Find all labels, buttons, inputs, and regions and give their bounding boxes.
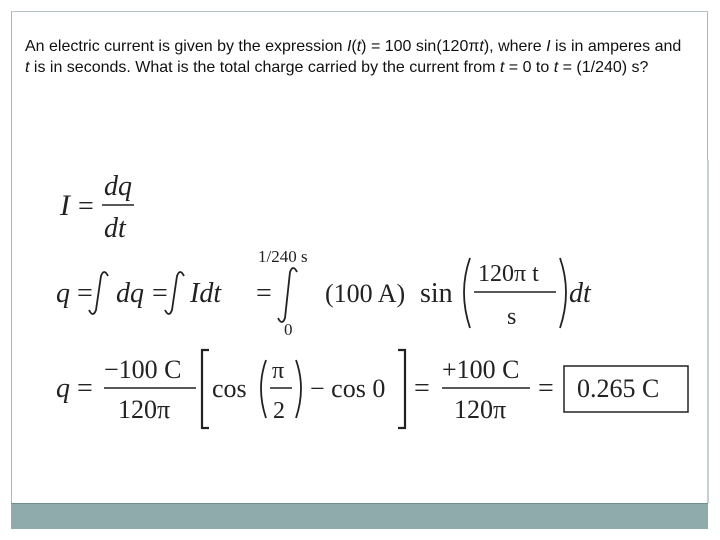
eq2-lhs: q	[56, 278, 70, 309]
problem-statement: An electric current is given by the expression I(t) = 100 sin(120πt), where I is in amperes and t is in seconds. What is the total charge carried by the current from t = 0 to t = (1/240) s?	[25, 38, 682, 76]
eq1-equals: =	[78, 191, 94, 222]
integral-upper-limit: 1/240 s	[258, 247, 308, 266]
eq2-equals-2: =	[152, 278, 168, 309]
cos-left-paren	[261, 360, 266, 418]
eq1-lhs: I	[60, 189, 70, 222]
right-bracket	[398, 350, 405, 428]
eq1-numerator: dq	[104, 171, 132, 202]
eq2-equals-3: =	[256, 278, 272, 309]
eq3-equals-2: =	[414, 373, 430, 404]
eq2-dq: dq	[116, 278, 144, 309]
eq3-equals-1: =	[77, 373, 93, 404]
eq2-fraction-denominator: s	[507, 304, 517, 330]
eq3-numerator-2: +100 C	[442, 355, 520, 384]
answer-value: 0.265 C	[577, 374, 660, 403]
equation-current-definition	[59, 171, 134, 244]
eq3-numerator: −100 C	[104, 355, 182, 384]
eq3-cos: cos	[212, 374, 247, 403]
integral-sign-2	[165, 272, 184, 314]
left-bracket	[202, 350, 209, 428]
integral-sign-3	[278, 268, 297, 322]
eq3-minus-cos0: − cos 0	[310, 374, 386, 403]
left-paren-big	[464, 258, 470, 328]
eq3-two: 2	[273, 398, 285, 424]
eq3-lhs: q	[56, 373, 70, 404]
right-paren-big	[560, 258, 566, 328]
equation-charge-result	[56, 350, 688, 428]
eq3-equals-3: =	[538, 373, 554, 404]
eq2-equals-1: =	[77, 278, 93, 309]
integral-lower-limit: 0	[284, 320, 293, 339]
equation-charge-integral	[56, 247, 592, 339]
cos-right-paren	[296, 360, 301, 418]
eq2-fraction-numerator: 120π t	[478, 261, 539, 287]
eq3-denominator-2: 120π	[454, 395, 507, 424]
eq3-pi: π	[272, 358, 285, 384]
eq1-denominator: dt	[104, 213, 126, 244]
eq2-coefficient: (100 A)	[325, 279, 406, 308]
eq2-dt: dt	[569, 278, 591, 309]
eq2-idt: Idt	[190, 278, 222, 309]
eq2-sin: sin	[420, 278, 453, 309]
eq3-denominator: 120π	[118, 395, 171, 424]
